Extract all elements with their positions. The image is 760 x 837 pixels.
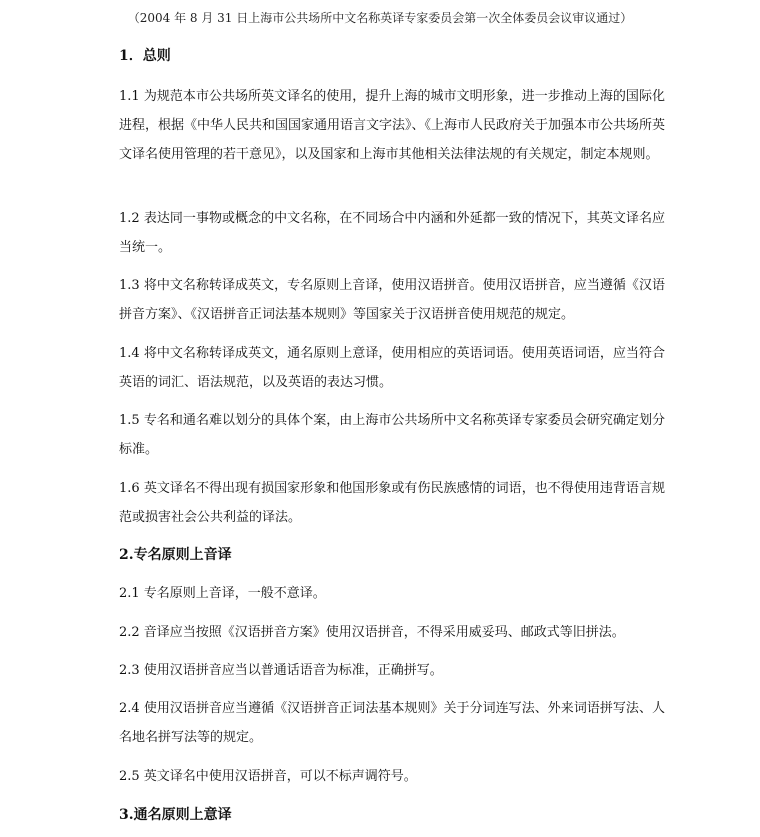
paragraph-2-5: 2.5 英文译名中使用汉语拼音，可以不标声调符号。	[119, 769, 417, 784]
paragraph-1-4: 1.4 将中文名称转译成英文，通名原则上意译，使用相应的英语词语。使用英语词语，应当符合英语的词汇、语法规范，以及英语的表达习惯。	[119, 346, 665, 390]
paragraph-1-6: 1.6 英文译名不得出现有损国家形象和他国形象或有伤民族感情的词语，也不得使用违背语言规范或损害社会公共利益的译法。	[119, 481, 665, 525]
approval-note: （2004 年 8 月 31 日上海市公共场所中文名称英译专家委员会第一次全体委员会议审议通过）	[127, 11, 633, 25]
paragraph-1-1: 1.1 为规范本市公共场所英文译名的使用，提升上海的城市文明形象，进一步推动上海的国际化进程，根据《中华人民共和国国家通用语言文字法》、《上海市人民政府关于加强本市公共场所英文译名使用管理的若干意见》，以及国家和上海市其他相关法律法规的有关规定，制定本规则。	[119, 89, 666, 162]
paragraph-2-2: 2.2 音译应当按照《汉语拼音方案》使用汉语拼音，不得采用威妥玛、邮政式等旧拼法。	[119, 625, 625, 640]
section-heading-common-nouns: 3.通名原则上意译	[119, 807, 232, 823]
paragraph-1-5: 1.5 专名和通名难以划分的具体个案，由上海市公共场所中文名称英译专家委员会研究确定划分标准。	[119, 413, 665, 457]
section-heading-proper-names: 2.专名原则上音译	[119, 547, 232, 563]
section-heading-general: 1．总则	[119, 48, 171, 64]
paragraph-2-4: 2.4 使用汉语拼音应当遵循《汉语拼音正词法基本规则》关于分词连写法、外来词语拼写法、人名地名拼写法等的规定。	[119, 701, 665, 745]
paragraph-2-1: 2.1 专名原则上音译，一般不意译。	[119, 586, 326, 601]
paragraph-1-3: 1.3 将中文名称转译成英文，专名原则上音译，使用汉语拼音。使用汉语拼音，应当遵循《汉语拼音方案》、《汉语拼音正词法基本规则》等国家关于汉语拼音使用规范的规定。	[119, 278, 665, 322]
paragraph-2-3: 2.3 使用汉语拼音应当以普通话语音为标准，正确拼写。	[119, 663, 443, 678]
paragraph-1-2: 1.2 表达同一事物或概念的中文名称，在不同场合中内涵和外延都一致的情况下，其英文译名应当统一。	[119, 211, 665, 255]
